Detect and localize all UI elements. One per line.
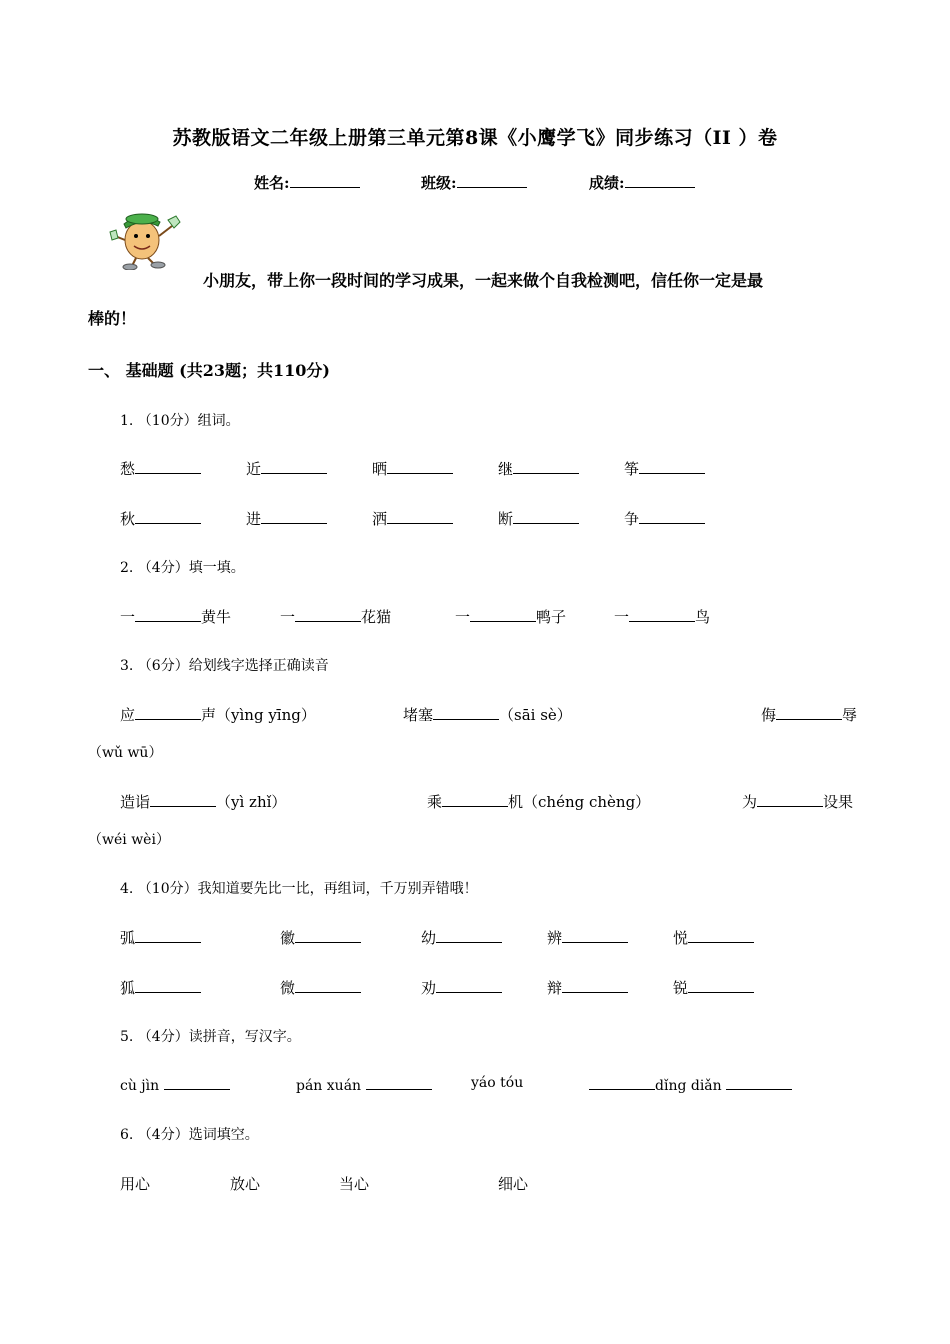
q3-item-a: 应 声（yìng yīng） <box>120 706 316 724</box>
list-item: 狐 <box>120 977 201 998</box>
name-blank[interactable] <box>290 173 360 188</box>
q3-item-f: 为 设果 <box>742 793 854 811</box>
list-item: 辩 <box>547 977 628 998</box>
list-item: 继 <box>498 458 579 479</box>
score-blank[interactable] <box>625 173 695 188</box>
name-label: 姓名: <box>254 174 290 192</box>
list-item: 秋 <box>120 508 201 529</box>
list-item: 一 花猫 <box>280 608 392 626</box>
list-item: 一 鸭子 <box>455 608 567 626</box>
word-option: 用心 <box>120 1175 151 1193</box>
list-item: 愁 <box>120 458 201 479</box>
q3-item-e: 乘 机（chéng chèng） <box>427 793 651 811</box>
class-label: 班级: <box>421 174 457 192</box>
list-item: 进 <box>246 508 327 529</box>
list-item: 悦 <box>673 927 754 948</box>
list-item: 争 <box>624 508 705 529</box>
question-4-title: 4. （10分）我知道要先比一比，再组词，千万别弄错哦！ <box>120 881 478 897</box>
list-item: 辨 <box>547 927 628 948</box>
list-item: 断 <box>498 508 579 529</box>
list-item: 锐 <box>673 977 754 998</box>
name-field <box>254 172 360 193</box>
question-1-title: 1. （10分）组词。 <box>120 413 240 429</box>
q3-item-d: 造诣 （yì zhǐ） <box>120 793 287 811</box>
intro-line-2: 棒的！ <box>88 309 137 328</box>
list-item: 弧 <box>120 927 201 948</box>
list-item: 筝 <box>624 458 705 479</box>
score-field <box>589 172 695 193</box>
question-5-title: 5. （4分）读拼音，写汉字。 <box>120 1029 301 1045</box>
list-item: cù jìn <box>120 1075 230 1094</box>
question-6-title: 6. （4分）选词填空。 <box>120 1127 259 1143</box>
list-item: 洒 <box>372 508 453 529</box>
list-item: 微 <box>280 977 361 998</box>
intro-line-1: 小朋友，带上你一段时间的学习成果，一起来做个自我检测吧，信任你一定是最 <box>203 271 764 290</box>
list-item: 徽 <box>280 927 361 948</box>
list-item: 一 鸟 <box>614 608 711 626</box>
list-item: 劝 <box>421 977 502 998</box>
q3-item-c-pinyin: （wǔ wū） <box>88 745 163 761</box>
q3-item-b: 堵塞 （sāi sè） <box>403 706 572 724</box>
list-item: 幼 <box>421 927 502 948</box>
list-item: dǐng diǎn <box>589 1075 792 1094</box>
list-item: 晒 <box>372 458 453 479</box>
class-blank[interactable] <box>457 173 527 188</box>
question-2-title: 2. （4分）填一填。 <box>120 560 245 576</box>
class-field <box>421 172 527 193</box>
word-option: 细心 <box>498 1175 529 1193</box>
section-heading: 一、 基础题 (共23题；共110分) <box>88 361 330 380</box>
q3-item-f-pinyin: （wéi wèi） <box>88 832 170 848</box>
page-title: 苏教版语文二年级上册第三单元第8课《小鹰学飞》同步练习（II ）卷 <box>172 127 778 149</box>
word-option: 当心 <box>339 1175 370 1193</box>
list-item: yáo tóu <box>471 1075 524 1091</box>
q3-item-c: 侮 辱 <box>761 706 858 724</box>
list-item: pán xuán <box>296 1075 432 1094</box>
score-label: 成绩: <box>589 174 625 192</box>
list-item: 一 黄牛 <box>120 608 232 626</box>
question-3-title: 3. （6分）给划线字选择正确读音 <box>120 658 329 674</box>
list-item: 近 <box>246 458 327 479</box>
mascot-icon <box>106 206 190 270</box>
word-option: 放心 <box>230 1175 261 1193</box>
